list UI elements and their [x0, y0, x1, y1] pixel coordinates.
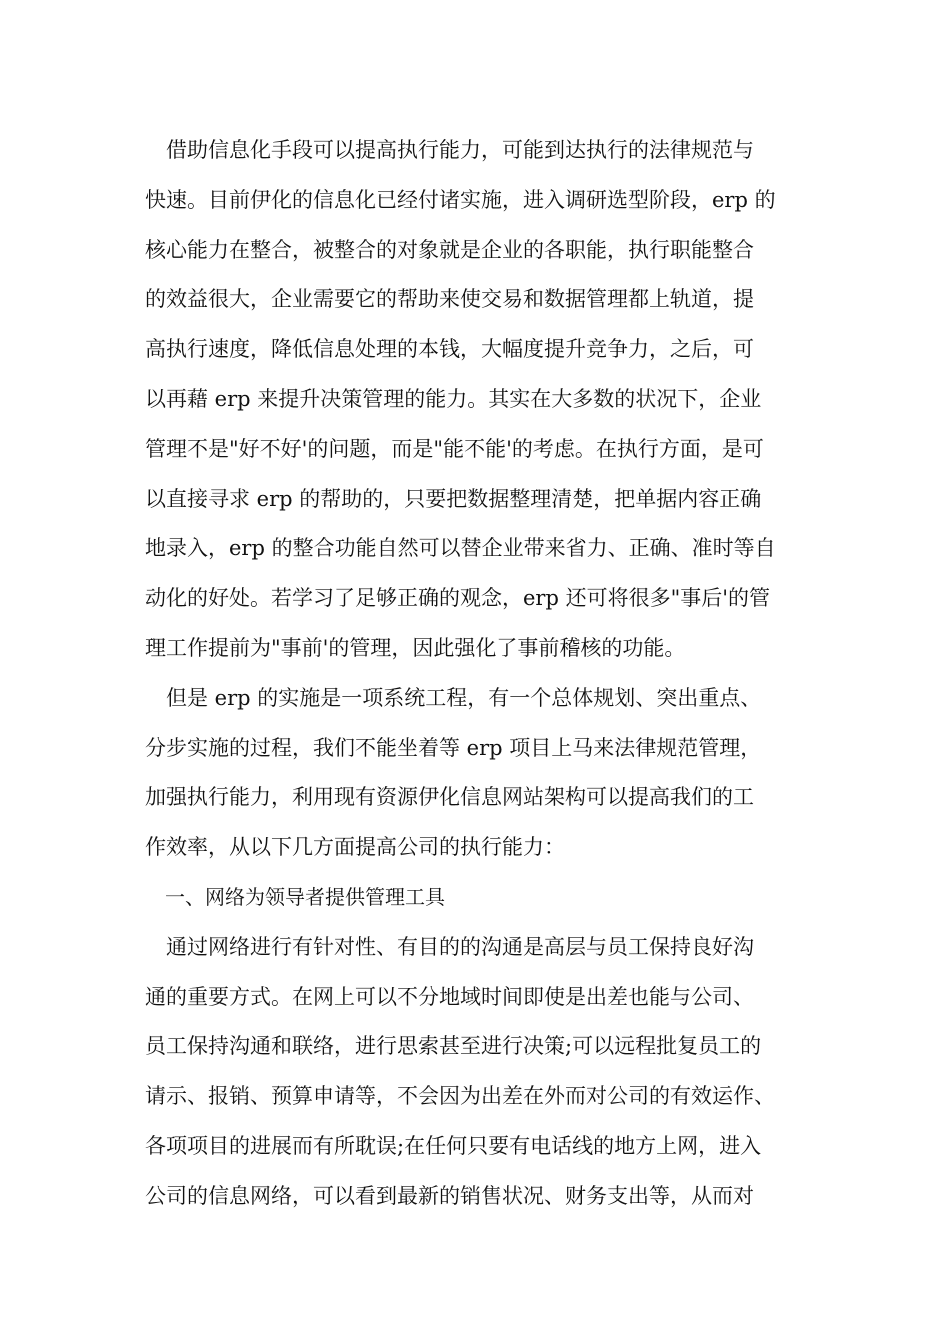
text-line: 分步实施的过程，我们不能坐着等 erp 项目上马来法律规范管理，: [145, 735, 762, 760]
text-line: 动化的好处。若学习了足够正确的观念，erp 还可将很多"事后'的管: [145, 586, 771, 611]
text-line: 公司的信息网络，可以看到最新的销售状况、财务支出等，从而对: [145, 1183, 754, 1208]
text-line: 借助信息化手段可以提高执行能力，可能到达执行的法律规范与: [145, 138, 754, 162]
document-body: [145, 126, 825, 1222]
text-line: 通过网络进行有针对性、有目的的沟通是高层与员工保持良好沟: [145, 934, 754, 959]
text-line: 理工作提前为"事前'的管理，因此强化了事前稽核的功能。: [145, 635, 686, 660]
text-line: 以再藉 erp 来提升决策管理的能力。其实在大多数的状况下，企业: [145, 386, 762, 411]
text-line: 的效益很大，企业需要它的帮助来使交易和数据管理都上轨道，提: [145, 287, 754, 312]
text-line: 核心能力在整合，被整合的对象就是企业的各职能，执行职能整合: [145, 237, 754, 262]
text-line: 请示、报销、预算申请等，不会因为出差在外而对公司的有效运作、: [145, 1084, 775, 1109]
text-line: 以直接寻求 erp 的帮助的，只要把数据整理清楚，把单据内容正确: [145, 486, 762, 511]
text-line: 但是 erp 的实施是一项系统工程，有一个总体规划、突出重点、: [145, 685, 762, 710]
text-line: 作效率，从以下几方面提高公司的执行能力：: [145, 835, 565, 860]
text-line: 加强执行能力，利用现有资源伊化信息网站架构可以提高我们的工: [145, 785, 754, 810]
section-heading: 一、网络为领导者提供管理工具: [145, 884, 445, 909]
text-line: 高执行速度，降低信息处理的本钱，大幅度提升竞争力，之后，可: [145, 337, 754, 362]
text-line: 管理不是"好不好'的问题，而是"能不能'的考虑。在执行方面，是可: [145, 436, 764, 461]
text-line: 地录入，erp 的整合功能自然可以替企业带来省力、正确、准时等自: [145, 536, 776, 561]
text-line: 通的重要方式。在网上可以不分地域时间即使是出差也能与公司、: [145, 984, 754, 1009]
text-line: 员工保持沟通和联络，进行思索甚至进行决策;可以远程批复员工的: [145, 1034, 762, 1059]
text-line: 快速。目前伊化的信息化已经付诸实施，进入调研选型阶段，erp 的: [145, 187, 776, 212]
text-line: 各项项目的进展而有所耽误;在任何只要有电话线的地方上网，进入: [145, 1133, 762, 1158]
